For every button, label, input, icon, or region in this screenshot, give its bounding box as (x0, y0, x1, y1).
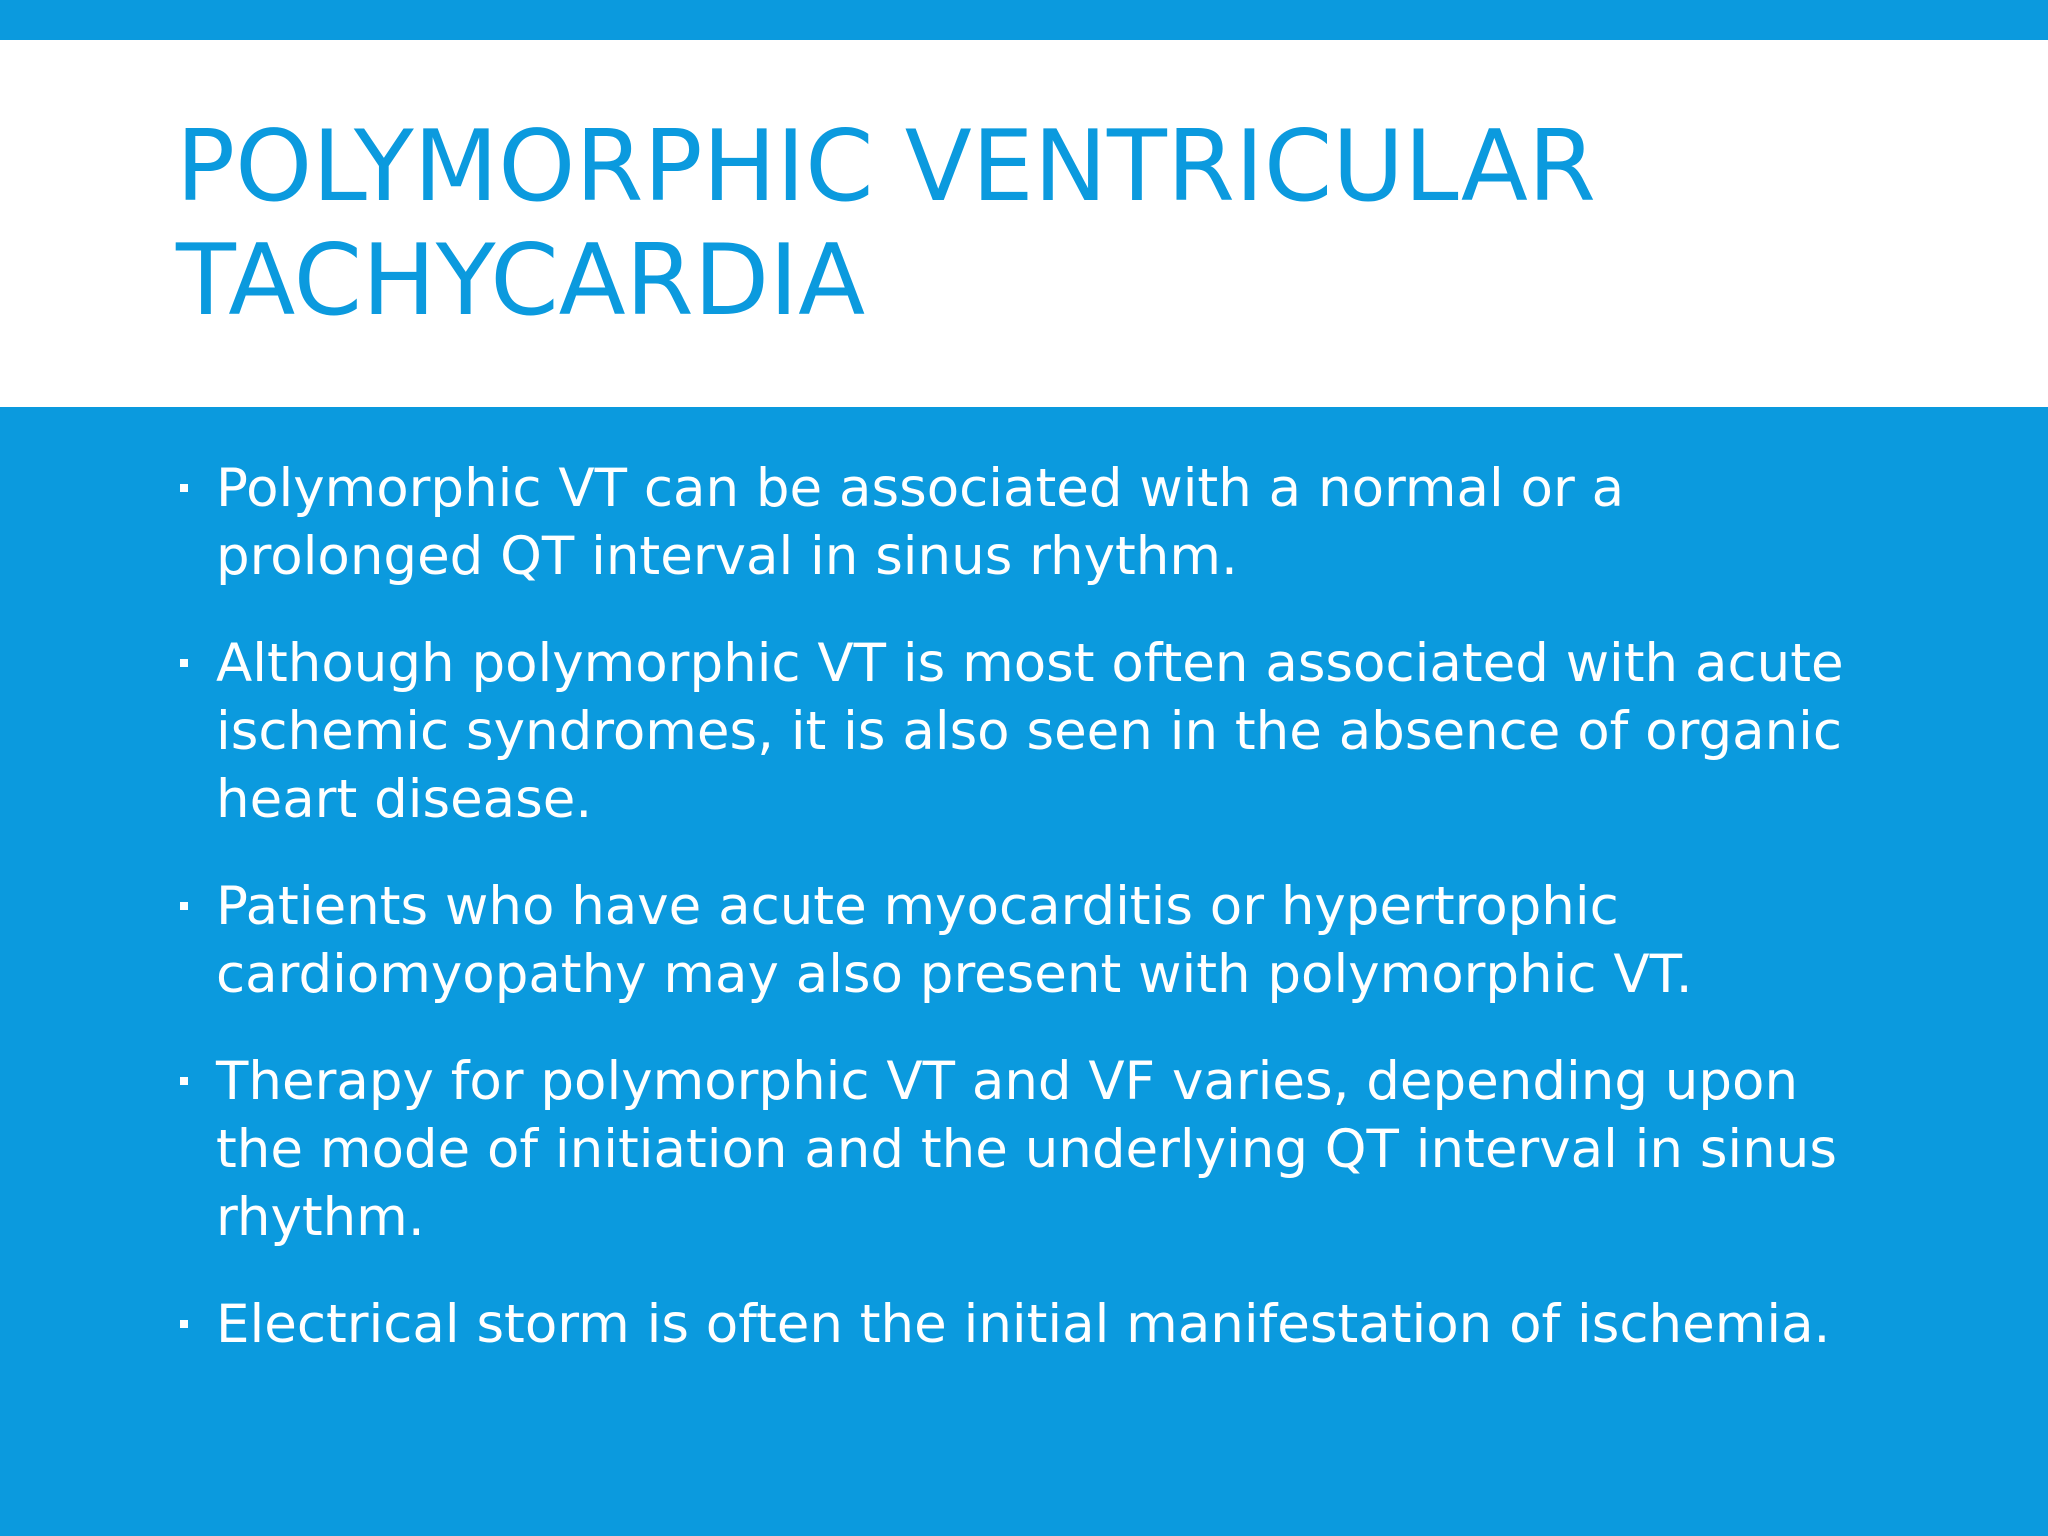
bullet-text: Although polymorphic VT is most often associated with acute ischemic syndromes, it is also seen in the absence of organic heart disease. (216, 633, 1844, 830)
bullet-square-icon (180, 902, 188, 910)
title-area (0, 40, 2048, 407)
bullet-item (176, 1048, 1876, 1252)
bullet-text: Patients who have acute myocarditis or hypertrophic cardiomyopathy may also present with polymorphic VT. (216, 876, 1693, 1005)
bullet-list (176, 455, 1876, 1398)
bullet-item (176, 1291, 1876, 1359)
bullet-square-icon (180, 1077, 188, 1085)
bullet-square-icon (180, 1320, 188, 1328)
content-area (0, 407, 2048, 1536)
bullet-text: Polymorphic VT can be associated with a normal or a prolonged QT interval in sinus rhythm. (216, 458, 1625, 587)
top-accent-band (0, 0, 2048, 40)
bullet-item (176, 630, 1876, 834)
bullet-item (176, 873, 1876, 1009)
bullet-item (176, 455, 1876, 591)
bullet-square-icon (180, 484, 188, 492)
bullet-text: Therapy for polymorphic VT and VF varies, depending upon the mode of initiation and the underlying QT interval in sinus rhythm. (216, 1051, 1837, 1248)
slide-title: POLYMORPHIC VENTRICULAR TACHYCARDIA (176, 110, 1596, 338)
bullet-text: Electrical storm is often the initial manifestation of ischemia. (216, 1294, 1831, 1355)
bullet-square-icon (180, 659, 188, 667)
